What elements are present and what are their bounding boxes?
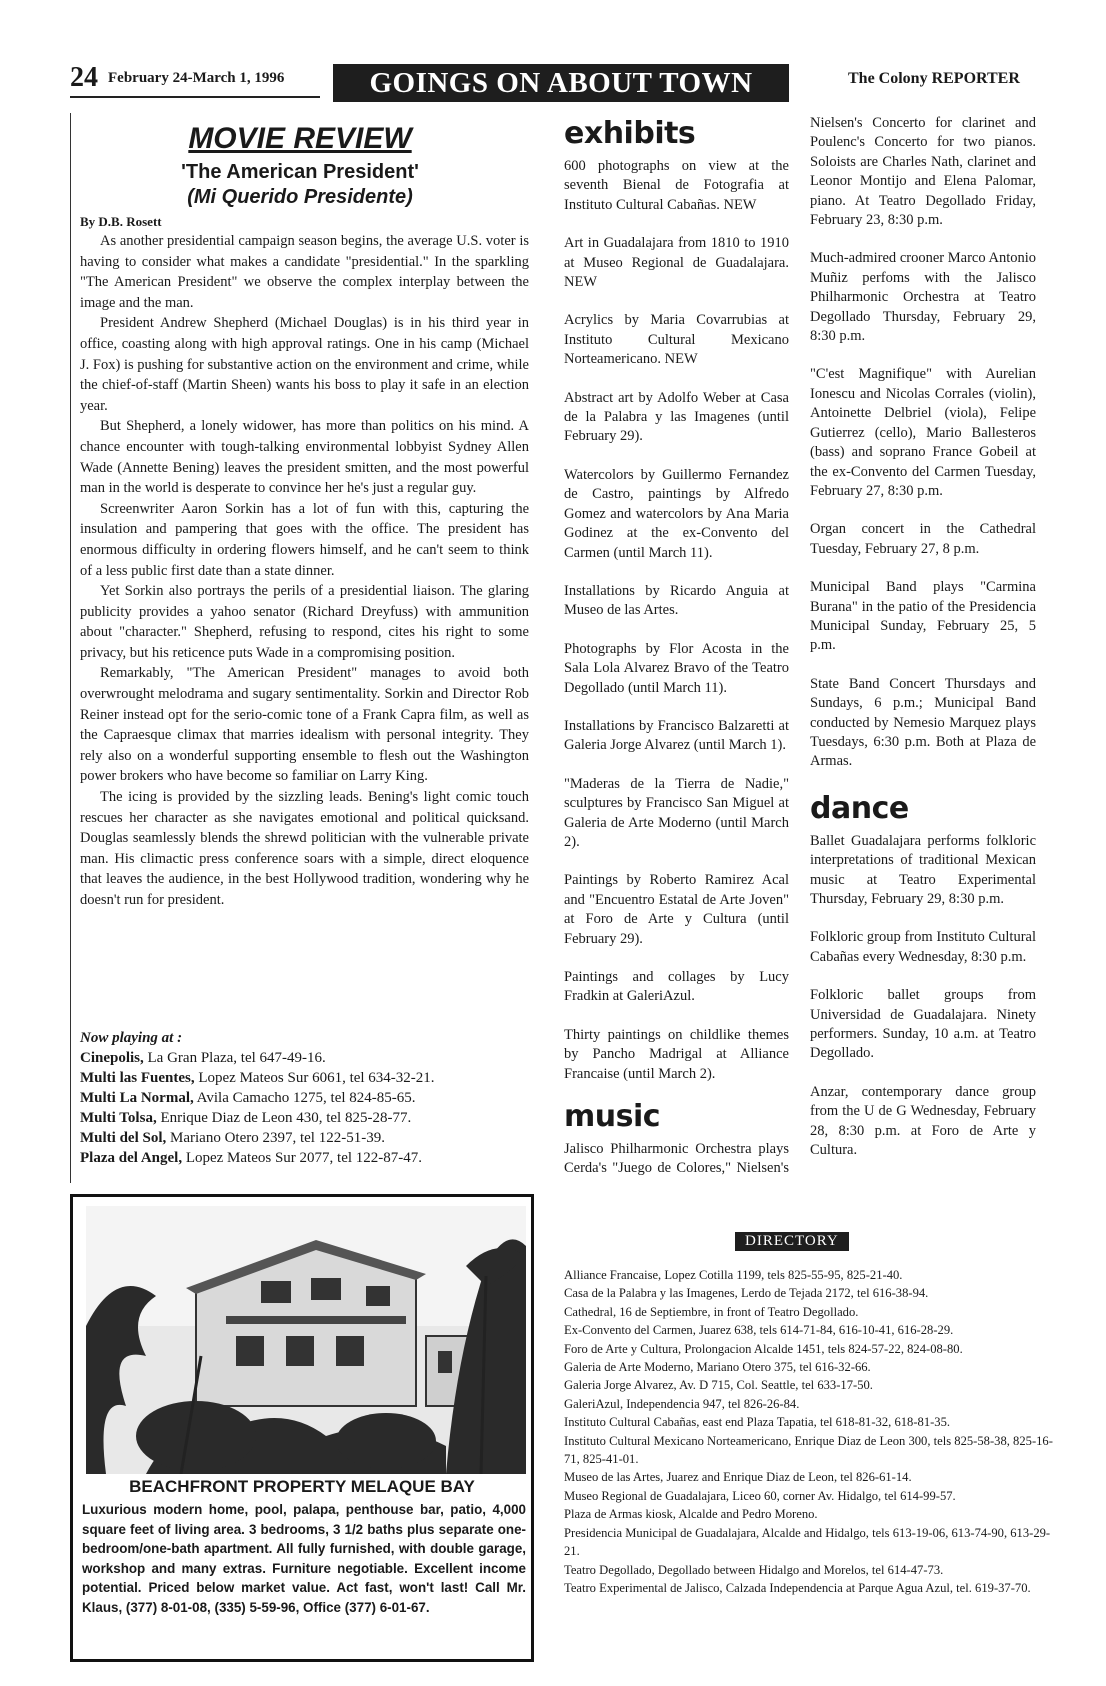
- theater-name: Multi del Sol,: [80, 1130, 167, 1146]
- exhibit-item: Watercolors by Guillermo Fernandez de Castro, paintings by Alfredo Gomez and watercolors by Ana Maria Godinez at the ex-Convento del Carmen (until March 11).: [564, 466, 789, 561]
- music-item: Organ concert in the Cathedral Tuesday, February 27, 8 p.m.: [810, 521, 1036, 557]
- theater-detail: La Gran Plaza, tel 647-49-16.: [143, 1050, 326, 1066]
- music-heading: music: [564, 1099, 661, 1135]
- exhibit-item: Art in Guadalajara from 1810 to 1910 at Museo Regional de Guadalajara. NEW: [564, 235, 789, 291]
- exhibit-item: "Maderas de la Tierra de Nadie," sculptures by Francisco San Miguel at Galeria de Arte Moderno (until March 2).: [564, 775, 789, 850]
- directory-entry: Alliance Francaise, Lopez Cotilla 1199, tels 825-55-95, 825-21-40.: [564, 1268, 903, 1282]
- music-item: Much-admired crooner Marco Antonio Muñiz perfoms with the Jalisco Philharmonic Orchestra at Teatro Degollado Thursday, February 29, 8:30 p.m.: [810, 250, 1036, 345]
- exhibit-item: Photographs by Flor Acosta in the Sala Lola Alvarez Bravo of the Teatro Degollado (until March 11).: [564, 640, 789, 696]
- theater-name: Plaza del Angel,: [80, 1150, 183, 1166]
- directory-entry: Galeria de Arte Moderno, Mariano Otero 375, tel 616-32-66.: [564, 1360, 871, 1375]
- exhibits-heading: exhibits: [564, 116, 696, 151]
- dance-item: Anzar, contemporary dance group from the U de G Wednesday, February 28, 8:30 p.m. at Foro de Arte y Cultura.: [810, 1083, 1036, 1159]
- now-playing-list: [80, 1028, 530, 1168]
- directory-entry: Foro de Arte y Cultura, Prolongacion Alcalde 1451, tels 824-57-22, 824-08-80.: [564, 1341, 963, 1356]
- ad-body: Luxurious modern home, pool, palapa, penthouse bar, patio, 4,000 square feet of living area. 3 bedrooms, 3 1/2 baths plus separate one-bedroom/one-bath apartment. All fully furnished, with double garage, workshop and many extras. Furniture negotiable. Excellent income potential. Priced below market value. Act fast, won't last! Call Mr. Klaus, (377) 8-01-08, (335) 5-59-96, Office (377) 6-01-67.: [82, 1502, 526, 1615]
- ad-headline: BEACHFRONT PROPERTY MELAQUE BAY: [129, 1477, 475, 1496]
- section-banner: GOINGS ON ABOUT TOWN: [333, 64, 789, 102]
- dance-item: Ballet Guadalajara performs folkloric interpretations of traditional Mexican music at Teatro Experimental Thursday, February 29, 8:30 p.m.: [810, 832, 1036, 907]
- directory-entry: Cathedral, 16 de Septiembre, in front of Teatro Degollado.: [564, 1304, 859, 1319]
- directory-entry: Presidencia Municipal de Guadalajara, Alcalde and Hidalgo, tels 613-19-06, 613-74-90, 613-29-21.: [564, 1525, 1051, 1559]
- exhibit-item: Paintings and collages by Lucy Fradkin at GaleriAzul.: [564, 969, 789, 1005]
- theater-item: [80, 1068, 530, 1088]
- house-photo: [86, 1206, 526, 1474]
- music-item: "C'est Magnifique" with Aurelian Ionescu and Nicolas Corrales (violin), Antoinette Delbriel (viola), Felipe Gutierrez (cello), Mario Ballesteros (bass) and soprano France Gobeil at the ex-Convento del Carmen Tuesday, February 27, 8:30 p.m.: [810, 366, 1036, 499]
- directory-entry: GaleriAzul, Independencia 947, tel 826-26-84.: [564, 1396, 800, 1411]
- theater-item: [80, 1108, 530, 1128]
- review-paragraph: Screenwriter Aaron Sorkin has a lot of fun with this, capturing the insulation and pampering that goes with the office. The president has enormous difficulty in ordering flowers himself, and he can't seem to think of a less public first date than a state dinner.: [80, 500, 529, 579]
- directory-label: DIRECTORY: [735, 1232, 849, 1251]
- directory-list: [564, 1266, 1054, 1597]
- theater-detail: Enrique Diaz de Leon 430, tel 825-28-77.: [156, 1110, 412, 1126]
- header-rule: [70, 96, 320, 98]
- issue-date: February 24-March 1, 1996: [108, 70, 285, 86]
- theater-detail: Lopez Mateos Sur 6061, tel 634-32-21.: [194, 1070, 435, 1086]
- exhibit-item: Installations by Francisco Balzaretti at Galeria Jorge Alvarez (until March 1).: [564, 717, 789, 754]
- directory-entry: Galeria Jorge Alvarez, Av. D 715, Col. Seattle, tel 633-17-50.: [564, 1378, 873, 1393]
- directory-entry: Museo de las Artes, Juarez and Enrique Diaz de Leon, tel 826-61-14.: [564, 1470, 912, 1485]
- directory-entry: Teatro Degollado, Degollado between Hidalgo and Morelos, tel 614-47-73.: [564, 1562, 944, 1577]
- review-kicker: MOVIE REVIEW: [188, 122, 412, 155]
- review-body: [80, 231, 529, 911]
- directory-entry: Plaza de Armas kiosk, Alcalde and Pedro Moreno.: [564, 1507, 818, 1522]
- newspaper-name: The Colony REPORTER: [848, 70, 1020, 87]
- directory-entry: Teatro Experimental de Jalisco, Calzada Independencia at Parque Agua Azul, tel. 619-37-70.: [564, 1580, 1031, 1595]
- review-paragraph: Remarkably, "The American President" manages to avoid both overwrought melodrama and sugary sentimentality. Sorkin and Director Rob Reiner instead opt for the serio-comic tone of a Frank Capra film, as well as the Capraesque climax that marries idealism with personal integrity. They rely also on a wonderful supporting ensemble to flesh out the Washington power brokers who have become so familiar on Larry King.: [80, 665, 529, 785]
- theater-item: [80, 1048, 530, 1068]
- dance-heading: dance: [810, 790, 909, 826]
- directory-entry: Instituto Cultural Mexicano Norteamericano, Enrique Diaz de Leon 300, tels 825-58-38, 825-16-71, 825-41-01.: [564, 1433, 1053, 1467]
- music-item: Jalisco Philharmonic Orchestra plays Cerda's "Juego de Colores," Nielsen's: [564, 1141, 789, 1177]
- theater-item: [80, 1148, 530, 1168]
- directory-entry: Instituto Cultural Cabañas, east end Plaza Tapatia, tel 618-81-32, 618-81-35.: [564, 1415, 951, 1430]
- exhibit-item: Installations by Ricardo Anguia at Museo de las Artes.: [564, 582, 789, 619]
- theater-detail: Lopez Mateos Sur 2077, tel 122-87-47.: [182, 1150, 423, 1166]
- music-item: Municipal Band plays "Carmina Burana" in the patio of the Presidencia Municipal Sunday, February 25, 5 p.m.: [810, 579, 1036, 654]
- page-number: 24: [70, 62, 98, 93]
- theater-name: Multi La Normal,: [80, 1090, 194, 1106]
- review-spanish-title: (Mi Querido Presidente): [187, 186, 413, 208]
- theater-name: Multi las Fuentes,: [80, 1070, 195, 1086]
- exhibit-item: Thirty paintings on childlike themes by Pancho Madrigal at Alliance Francaise (until March 2).: [564, 1026, 789, 1082]
- review-paragraph: Yet Sorkin also portrays the perils of a presidential liaison. The glaring publicity provides a yahoo senator (Richard Dreyfuss) with ammunition about "character." Shepherd, refusing to respond, cites his right to some privacy, but his reticence puts Wade in a compromising position.: [80, 583, 529, 661]
- theater-item: [80, 1128, 530, 1148]
- review-paragraph: The icing is provided by the sizzling leads. Bening's light comic touch rescues her character as she navigates emotional and political quicksand. Douglas seamlessly blends the shrewd politician with the vulnerable private man. His climactic press conference soars with a simple, direct eloquence that leaves the audience, in the best Hollywood tradition, wondering why he doesn't run for president.: [80, 789, 529, 908]
- theater-item: [80, 1088, 530, 1108]
- exhibit-item: 600 photographs on view at the seventh Bienal de Fotografia at Instituto Cultural Cabañas. NEW: [564, 158, 789, 213]
- theater-name: Multi Tolsa,: [80, 1110, 157, 1126]
- directory-entry: Museo Regional de Guadalajara, Liceo 60, corner Av. Hidalgo, tel 614-99-57.: [564, 1488, 956, 1503]
- exhibit-item: Abstract art by Adolfo Weber at Casa de la Palabra y las Imagenes (until February 29).: [564, 389, 789, 445]
- directory-entry: Ex-Convento del Carmen, Juarez 638, tels 614-71-84, 616-10-41, 616-28-29.: [564, 1323, 954, 1338]
- theater-detail: Mariano Otero 2397, tel 122-51-39.: [166, 1130, 385, 1146]
- review-paragraph: As another presidential campaign season begins, the average U.S. voter is having to consider what makes a candidate "presidential." In the sparkling "The American President" we observe the complex interplay between the image and the man.: [80, 233, 529, 311]
- theater-detail: Avila Camacho 1275, tel 824-85-65.: [193, 1090, 416, 1106]
- music-item: State Band Concert Thursdays and Sundays, 6 p.m.; Municipal Band conducted by Nemesio Marquez plays Tuesdays, 6:30 p.m. Both at Plaza de Armas.: [810, 675, 1036, 770]
- review-title: 'The American President': [181, 161, 419, 183]
- review-paragraph: President Andrew Shepherd (Michael Douglas) is in his third year in office, coasting along with high approval ratings. One in his camp (Michael J. Fox) is pushing for substantive action on the environment and crime, while the chief-of-staff (Martin Sheen) wants his boss to play it safe in an election year.: [80, 315, 529, 414]
- review-paragraph: But Shepherd, a lonely widower, has more than politics on his mind. A chance encounter with tough-talking environmental lobbyist Sydney Allen Wade (Annette Bening) leaves the president smitten, and the most powerful man in the world is desperate to convince her he's just a regular guy.: [80, 418, 529, 497]
- listings-column-right: [810, 114, 1036, 1179]
- listings-column-middle: [564, 116, 789, 1198]
- dance-item: Folkloric ballet groups from Universidad de Guadalajara. Ninety performers. Sunday, 10 a.m. at Teatro Degollado.: [810, 987, 1036, 1062]
- now-playing-heading: Now playing at :: [80, 1030, 183, 1046]
- music-item-continued: Nielsen's Concerto for clarinet and Poulenc's Concerto for two pianos. Soloists are Charles Nath, clarinet and Leonor Montijo and Elena Palomar, piano. At Teatro Degollado Friday, February 23, 8:30 p.m.: [810, 115, 1036, 229]
- exhibit-item: Acrylics by Maria Covarrubias at Instituto Cultural Mexicano Norteamericano. NEW: [564, 312, 789, 368]
- directory-entry: Casa de la Palabra y las Imagenes, Lerdo de Tejada 2172, tel 616-38-94.: [564, 1286, 929, 1301]
- exhibit-item: Paintings by Roberto Ramirez Acal and "Encuentro Estatal de Arte Joven" at Foro de Arte y Cultura (until February 29).: [564, 872, 789, 947]
- theater-name: Cinepolis,: [80, 1050, 144, 1066]
- review-byline: By D.B. Rosett: [80, 214, 162, 229]
- dance-item: Folkloric group from Instituto Cultural Cabañas every Wednesday, 8:30 p.m.: [810, 929, 1036, 965]
